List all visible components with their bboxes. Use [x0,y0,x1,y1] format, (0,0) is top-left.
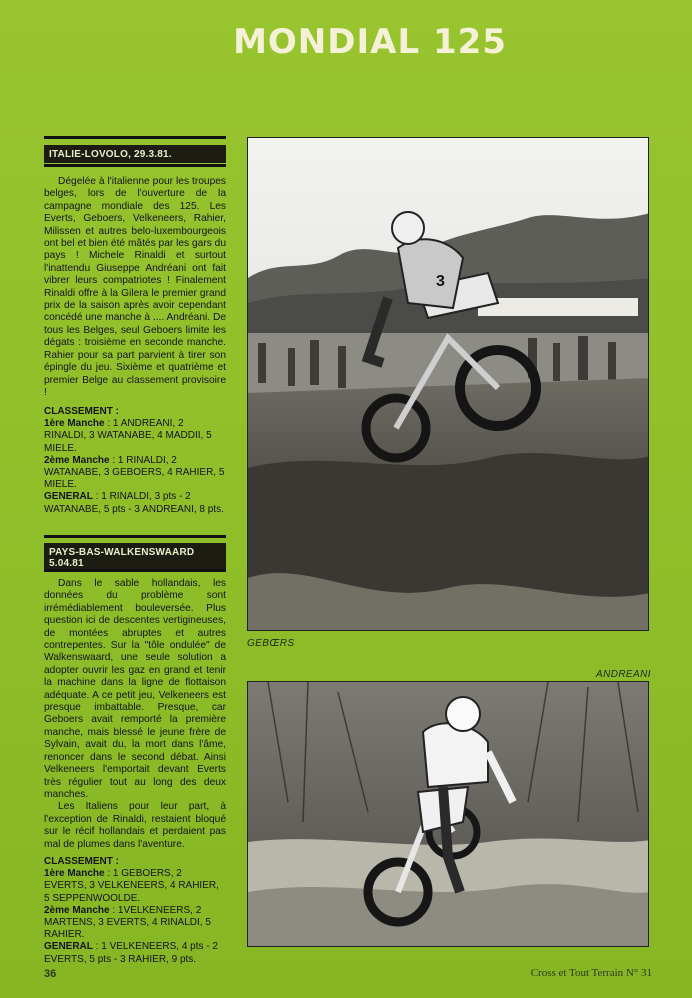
article-text-paysbas: Dans le sable hollandais, les données du problème sont irrémédiablement bouleversée. Plus question ici de descentes vertigineuses, de montées abruptes et autres contrepentes. Sur la "tôle ondulée" de Walkenswaard, une seule solution a adopter ouvrir les gaz en grand et tenir la machine dans la ligne de flottaison adéquate. A ce petit jeu, Velkeneers est presque imbattable. Presque, car Geboers avait remporté la première manche, mais blessé le jeune frère de Sylvain, avait du, la mort dans l'âme, renoncer dans le second débat. Ainsi Velkeneers l'emportait devant Everts très régulier tout au long des deux manches. Les Italiens pour leur part, à l'exception de Rinaldi, restaient bloqué sur le récif hollandais et perdaient pas mal de plumes dans l'aventure. [44,578,226,850]
classement-row: 1ère Manche : 1 ANDREANI, 2 RINALDI, 3 WATANABE, 4 MADDII, 5 MIELE. [44,418,212,454]
photo-andreani [247,681,649,947]
classement-title: CLASSEMENT : [44,856,119,867]
article-text-italie: Dégelée à l'italienne pour les troupes belges, lors de l'ouverture de la campagne mondiale des 125. Les Everts, Geboers, Velkeneers, Rahier, Milissen et autres belo-luxembourgeois ont bel et bien été mâtés par les gars du pays ! Michele Rinaldi et surtout l'inattendu Giuseppe Andréani ont fait vibrer leurs compatriotes ! Finalement Rinaldi offre à la Gilera le premier grand prix de la saison après avoir cependant concédé une manche à .... Andréani. De tous les Belges, seul Geboers limite les dégats : troisième en seconde manche. Rahier pour sa part parvient à tirer son épingle du jeu. Sixième et quatrième et premier Belge au classement provisoire ! [44,176,226,398]
photo-caption-andreani: ANDREANI [596,669,651,680]
classement-row: GENERAL : 1 RINALDI, 3 pts - 2 WATANABE, 5 pts - 3 ANDREANI, 8 pts. [44,491,224,515]
page-title: MONDIAL 125 [233,22,507,62]
section-rule [44,535,226,538]
bike-number: 3 [436,273,445,290]
photo-geboers [247,137,649,631]
section-rule [44,136,226,139]
section-rule [44,164,226,167]
section-heading-italie: ITALIE-LOVOLO, 29.3.81. [44,145,226,163]
journal-footer: Cross et Tout Terrain N° 31 [530,967,652,979]
classement-row: 2ème Manche : 1 RINALDI, 2 WATANABE, 3 GEBOERS, 4 RAHIER, 5 MIELE. [44,454,225,491]
classement-row: GENERAL : 1 VELKENEERS, 4 pts - 2 EVERTS, 5 pts - 3 RAHIER, 9 pts. [44,941,218,965]
section-rule [44,569,226,572]
page-number: 36 [44,968,57,980]
section-heading-paysbas: PAYS-BAS-WALKENSWAARD 5.04.81 [44,543,226,572]
motocross-jump-image [248,138,649,631]
classement-paysbas [44,856,226,966]
classement-italie [44,406,226,516]
classement-row: 1ère Manche : 1 GEBOERS, 2 EVERTS, 3 VELKENEERS, 4 RAHIER, 5 SEPPENWOOLDE. [44,868,219,904]
classement-row: 2ème Manche : 1VELKENEERS, 2 MARTENS, 3 EVERTS, 4 RINALDI, 5 RAHIER. [44,904,211,941]
classement-title: CLASSEMENT : [44,406,119,417]
motocross-corner-image [248,682,649,947]
photo-caption-geboers: GEBŒRS [247,638,295,649]
